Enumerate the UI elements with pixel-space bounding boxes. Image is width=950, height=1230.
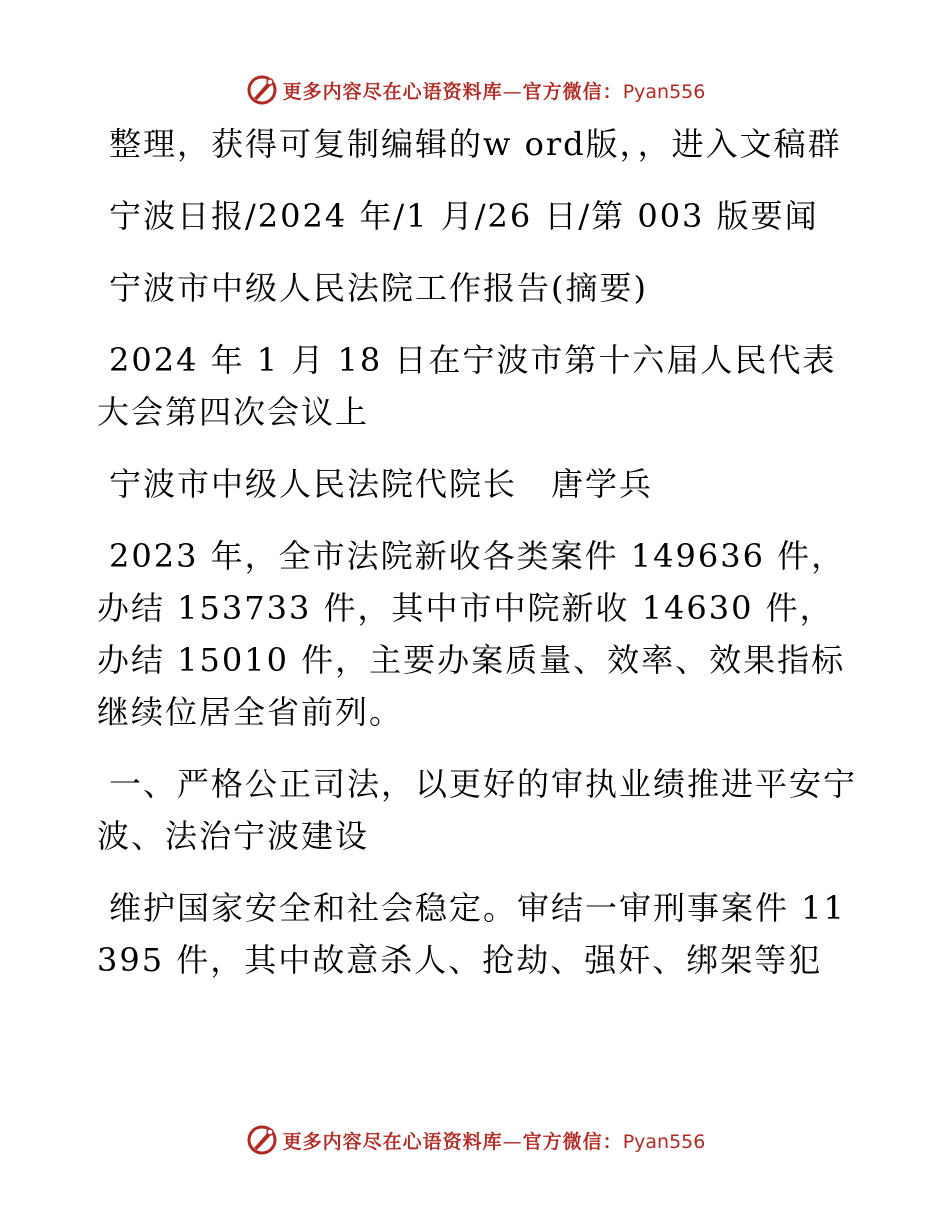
- paragraph-8: 维护国家安全和社会稳定。审结一审刑事案件 11395 件，其中故意杀人、抢劫、强奸、绑架等犯: [97, 889, 846, 979]
- paragraph-6: 2023 年，全市法院新收各类案件 149636 件，办结 153733 件，其中市中院新收 14630 件，办结 15010 件，主要办案质量、效率、效果指标继续位居全省前列。: [97, 537, 846, 731]
- watermark-handle: Pyan556: [622, 1130, 706, 1153]
- document-body: [97, 118, 857, 1006]
- header-watermark-banner: [0, 70, 950, 110]
- watermark-text: [283, 77, 706, 104]
- paragraph-7: 一、严格公正司法，以更好的审执业绩推进平安宁波、法治宁波建设: [97, 765, 858, 855]
- watermark-label: 官方微信：: [522, 80, 623, 103]
- paragraph-5: 宁波市中级人民法院代院长 唐学兵: [109, 465, 654, 503]
- pen-seal-logo-icon: [245, 1123, 279, 1157]
- watermark-slogan: 更多内容尽在心语资料库: [282, 1130, 503, 1153]
- footer-watermark-banner: [0, 1120, 950, 1160]
- paragraph-3: 宁波市中级人民法院工作报告(摘要): [109, 269, 648, 307]
- pen-seal-logo-icon: [245, 73, 279, 107]
- paragraph-4: 2024 年 1 月 18 日在宁波市第十六届人民代表大会第四次会议上: [97, 341, 837, 431]
- watermark-slogan: 更多内容尽在心语资料库: [282, 80, 503, 103]
- paragraph-1: 整理，获得可复制编辑的w ord版，，进入文稿群: [109, 125, 842, 163]
- paragraph-2: 宁波日报/2024 年/1 月/26 日/第 003 版要闻: [109, 197, 819, 235]
- watermark-handle: Pyan556: [622, 80, 706, 103]
- watermark-separator: —: [502, 1130, 523, 1153]
- watermark-label: 官方微信：: [522, 1130, 623, 1153]
- watermark-text: [283, 1127, 706, 1154]
- watermark-separator: —: [502, 80, 523, 103]
